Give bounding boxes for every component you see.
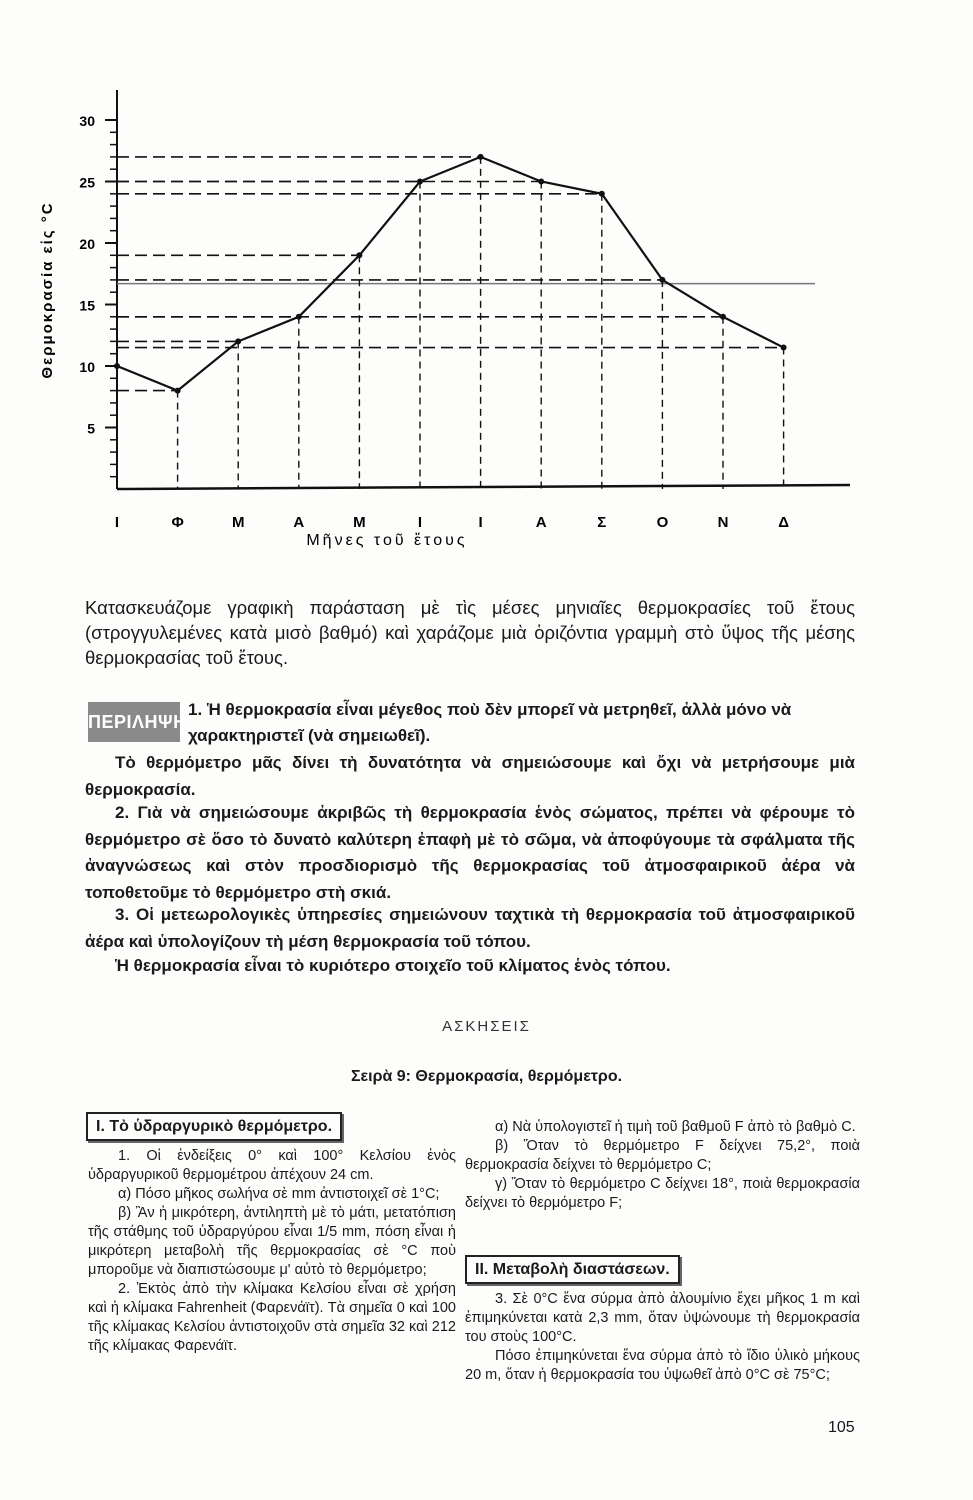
section-1-heading: I. Τὸ ὑδραργυρικὸ θερμόμετρο. bbox=[86, 1112, 342, 1141]
x-tick-label: Ι bbox=[478, 514, 483, 531]
x-tick-label: Μ bbox=[231, 514, 245, 531]
summary-point-1b: Τὸ θερμόμετρο μᾶς δίνει τὴ δυνατότητα νὰ σημειώσουμε καὶ ὄχι νὰ μετρήσουμε μιὰ θερμοκρασία. bbox=[85, 753, 855, 799]
y-tick-label: 25 bbox=[79, 174, 95, 191]
y-axis-label: Θερμοκρασία εἰς °C bbox=[39, 201, 56, 379]
question-1: 1. Οἱ ἐνδείξεις 0° καὶ 100° Κελσίου ἑνὸς ὑδραργυρικοῦ θερμομέτρου ἀπέχουν 24 cm. bbox=[88, 1148, 456, 1183]
x-tick-label: Ι bbox=[114, 514, 120, 531]
page-number: 105 bbox=[828, 1419, 855, 1436]
x-tick-label: Σ bbox=[597, 514, 607, 531]
x-tick-label: Α bbox=[535, 514, 547, 531]
question-3: 3. Σὲ 0°C ἕνα σύρμα ἀπὸ ἀλουμίνιο ἔχει μῆκος 1 m καὶ ἐπιμηκύνεται κατὰ 2,3 mm, ὅταν ὑψώνουμε τὴ θερμοκρασία του στοὺς 100°C. bbox=[465, 1291, 860, 1345]
question-1b: β) Ἂν ἡ μικρότερη, ἀντιληπτὴ μὲ τὸ μάτι, μετατόπιση τῆς στάθμης τοῦ ὑδραργύρου εἶναι 1/5 mm, πόση εἶναι ἡ μικρότερη μεταβολὴ τῆς θερμοκρασίας σὲ °C ποὺ μποροῦμε νὰ διαπιστώσουμε μ' αὐτὸ τὸ θερμόμετρο; bbox=[88, 1205, 456, 1278]
exercises-title: ΑΣΚΗΣΕΙΣ bbox=[442, 1018, 531, 1035]
question-2: 2. Ἐκτὸς ἀπὸ τὴν κλίμακα Κελσίου εἶναι σὲ χρήση καὶ ἡ κλίμακα Fahrenheit (Φαρενάϊτ). Τὰ σημεῖα 0 καὶ 100 τῆς κλίμακας Κελσίου ἀντιστοιχοῦν στὰ σημεῖα 32 καὶ 212 τῆς κλίμακας Φαρενάϊτ. bbox=[88, 1281, 456, 1354]
y-tick-label: 5 bbox=[87, 420, 95, 437]
question-2a: α) Νὰ ὑπολογιστεῖ ἡ τιμὴ τοῦ βαθμοῦ F ἀπὸ τὸ βαθμὸ C. bbox=[495, 1119, 856, 1135]
x-tick-label: Α bbox=[293, 514, 305, 531]
x-tick-label: Ι bbox=[417, 514, 423, 531]
y-tick-label: 30 bbox=[79, 113, 95, 129]
right-column bbox=[465, 1118, 860, 1385]
y-tick-label: 15 bbox=[79, 297, 95, 314]
temperature-chart bbox=[0, 80, 880, 570]
series-title: Σειρὰ 9: Θερμοκρασία, θερμόμετρο. bbox=[350, 1068, 623, 1085]
y-tick-label: 20 bbox=[79, 236, 95, 252]
summary-point-4: Ἡ θερμοκρασία εἶναι τὸ κυριότερο στοιχεῖο τοῦ κλίματος ἑνὸς τόπου. bbox=[115, 956, 671, 975]
y-tick-label: 10 bbox=[79, 359, 95, 375]
intro-paragraph: Κατασκευάζομε γραφικὴ παράσταση μὲ τὶς μέσες μηνιαῖες θερμοκρασίες τοῦ ἔτους (στρογγυλεμένες κατὰ μισὸ βαθμό) καὶ χαράζομε μιὰ ὁριζόντια γραμμὴ στὸ ὕψος τῆς μέσης θερμοκρασίας τοῦ ἔτους. bbox=[85, 597, 855, 668]
temperature-line bbox=[117, 157, 784, 391]
question-1a: α) Πόσο μῆκος σωλήνα σὲ mm ἀντιστοιχεῖ σὲ 1°C; bbox=[118, 1186, 440, 1202]
section-2-heading: II. Μεταβολὴ διαστάσεων. bbox=[465, 1255, 680, 1284]
question-2b: β) Ὅταν τὸ θερμόμετρο F δείχνει 75,2°, ποιὰ θερμοκρασία δείχνει τὸ θερμόμετρο C; bbox=[465, 1138, 860, 1173]
summary-point-2: 2. Γιὰ νὰ σημειώσουμε ἀκριβῶς τὴ θερμοκρασία ἑνὸς σώματος, πρέπει νὰ φέρουμε τὸ θερμόμετρο σὲ ὅσο τὸ δυνατὸ καλύτερη ἐπαφὴ μὲ τὸ σῶμα, νὰ ἀποφύγουμε τὰ σφάλματα τῆς ἀναγνώσεως καὶ στὸν προσδιορισμὸ τῆς θερμοκρασίας τοῦ ἀτμοσφαιρικοῦ ἀέρα νὰ τοποθετοῦμε τὸ θερμόμετρο στὴ σκιά. bbox=[85, 803, 855, 902]
question-3b: Πόσο ἐπιμηκύνεται ἕνα σύρμα ἀπὸ τὸ ἴδιο ὑλικὸ μήκους 20 m, ὅταν ἡ θερμοκρασία του ὑψωθεῖ ἀπὸ 0°C σὲ 75°C; bbox=[465, 1348, 860, 1383]
summary-badge: ΠΕΡΙΛΗΨΗ bbox=[88, 702, 180, 742]
x-tick-label: Ν bbox=[717, 514, 729, 531]
question-2c: γ) Ὅταν τὸ θερμόμετρο C δείχνει 18°, ποιὰ θερμοκρασία δείχνει τὸ θερμόμετρο F; bbox=[465, 1176, 860, 1211]
summary-point-1: 1. Ἡ θερμοκρασία εἶναι μέγεθος ποὺ δὲν μπορεῖ νὰ μετρηθεῖ, ἀλλὰ μόνο νὰ χαρακτηριστεῖ (νὰ σημειωθεῖ). bbox=[188, 700, 792, 745]
x-tick-label: Δ bbox=[778, 514, 789, 531]
left-column bbox=[88, 1112, 456, 1356]
x-tick-label: Φ bbox=[171, 514, 184, 531]
x-axis bbox=[117, 485, 850, 489]
summary-point-3: 3. Οἱ μετεωρολογικὲς ὑπηρεσίες σημειώνουν ταχτικὰ τὴ θερμοκρασία τοῦ ἀτμοσφαιρικοῦ ἀέρα καὶ ὑπολογίζουν τὴ μέση θερμοκρασία τοῦ τόπου. bbox=[85, 905, 855, 951]
x-tick-label: Μ bbox=[353, 514, 366, 531]
x-axis-label: Μῆνες τοῦ ἔτους bbox=[306, 532, 468, 549]
x-tick-label: Ο bbox=[656, 514, 669, 531]
